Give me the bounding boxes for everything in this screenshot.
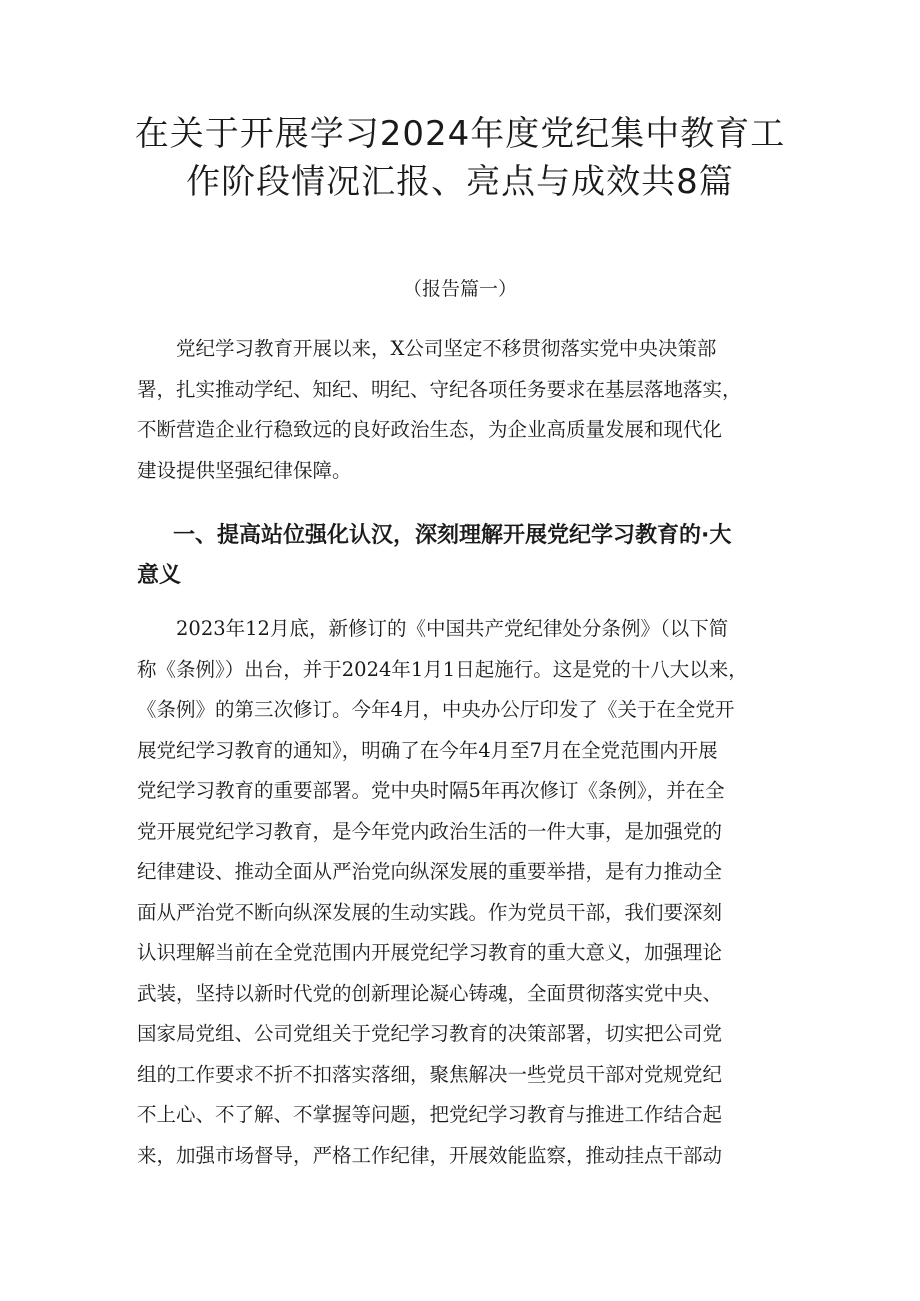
paragraph-line: 纪律建设、推动全面从严治党向纵深发展的重要举措，是有力推动全 [137, 860, 723, 883]
heading-line: 意义 [137, 563, 182, 588]
paragraph-line: 称《条例》）出台，并于2024年1月1日起施行。这是党的十八大以来， [137, 657, 748, 681]
section-paragraph [137, 609, 789, 1176]
paragraph-line: 武装，坚持以新时代党的创新理论凝心铸魂，全面贯彻落实党中央、 [137, 981, 723, 1005]
section-heading [137, 516, 797, 596]
paragraph-line: 党开展党纪学习教育，是今年党内政治生活的一件大事，是加强党的 [137, 819, 723, 843]
title-line: 作阶段情况汇报、亮点与成效共8篇 [186, 162, 734, 202]
intro-paragraph [137, 329, 789, 491]
paragraph-line: 不上心、不了解、不掌握等问题，把党纪学习教育与推进工作结合起 [137, 1103, 723, 1126]
paragraph-line: 认识理解当前在全党范围内开展党纪学习教育的重大意义，加强理论 [137, 941, 723, 964]
document-title [110, 110, 810, 206]
paragraph-line: 党纪学习教育开展以来，X公司坚定不移贯彻落实党中央决策部 [176, 337, 717, 360]
paragraph-line: 面从严治党不断向纵深发展的生动实践。作为党员干部，我们要深刻 [137, 900, 723, 924]
title-line: 在关于开展学习2024年度党纪集中教育工 [134, 114, 786, 154]
paragraph-line: 2023年12月底，新修订的《中国共产党纪律处分条例》（以下简 [176, 617, 729, 640]
paragraph-line: 组的工作要求不折不扣落实落细，聚焦解决一些党员干部对党规党纪 [137, 1062, 723, 1086]
report-subtitle: （报告篇一） [402, 278, 517, 300]
paragraph-line: 建设提供坚强纪律保障。 [137, 458, 352, 482]
heading-line: 一、提高站位强化认汉，深刻理解开展党纪学习教育的·大 [173, 523, 732, 548]
paragraph-line: 署，扎实推动学纪、知纪、明纪、守纪各项任务要求在基层落地落实， [137, 377, 742, 401]
paragraph-line: 国家局党组、公司党组关于党纪学习教育的决策部署，切实把公司党 [137, 1022, 723, 1045]
paragraph-line: 不断营造企业行稳致远的良好政治生态，为企业高质量发展和现代化 [137, 418, 723, 441]
paragraph-line: 《条例》的第三次修订。今年4月，中央办公厅印发了《关于在全党开 [137, 698, 735, 721]
paragraph-line: 展党纪学习教育的通知》，明确了在今年4月至7月在全党范围内开展 [137, 738, 718, 762]
paragraph-line: 党纪学习教育的重要部署。党中央时隔5年再次修订《条例》，并在全 [137, 779, 725, 802]
paragraph-line: 来，加强市场督导，严格工作纪律，开展效能监察，推动挂点干部动 [137, 1143, 723, 1167]
